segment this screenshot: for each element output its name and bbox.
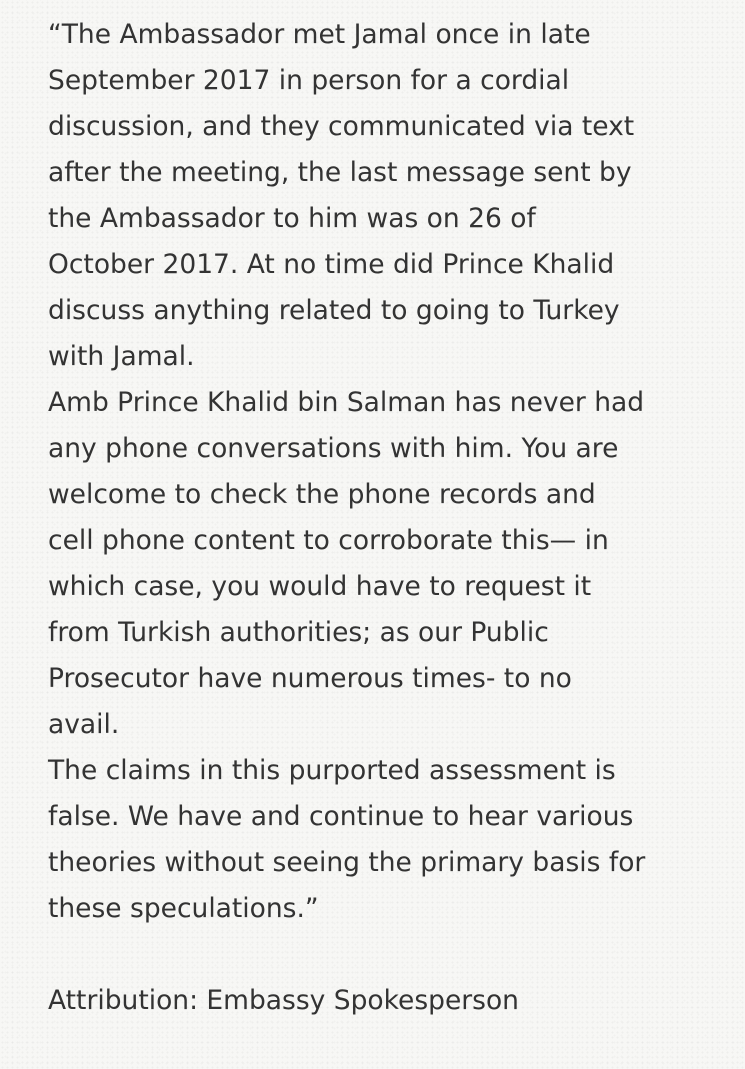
paragraph-phone: Amb Prince Khalid bin Salman has never had any phone conversations with him. You are welcome to check the phone records and cell phone content to corroborate this— in which case, you would have to request it from Turkish authorities; as our Public Prosecutor have numerous times- to no avail. [48,387,645,740]
note-body [48,12,718,1024]
paragraph-claims: The claims in this purported assessment is false. We have and continue to hear various theories without seeing the primary basis for these speculations.” [48,755,646,924]
blank-line [48,932,718,978]
attribution: Attribution: Embassy Spokesperson [48,985,519,1016]
paragraph-meeting: “The Ambassador met Jamal once in late September 2017 in person for a cordial discussion, and they communicated via text after the meeting, the last message sent by the Ambassador to him was on 26 of October 2017. At no time did Prince Khalid discuss anything related to going to Turkey with Jamal. [48,19,635,372]
